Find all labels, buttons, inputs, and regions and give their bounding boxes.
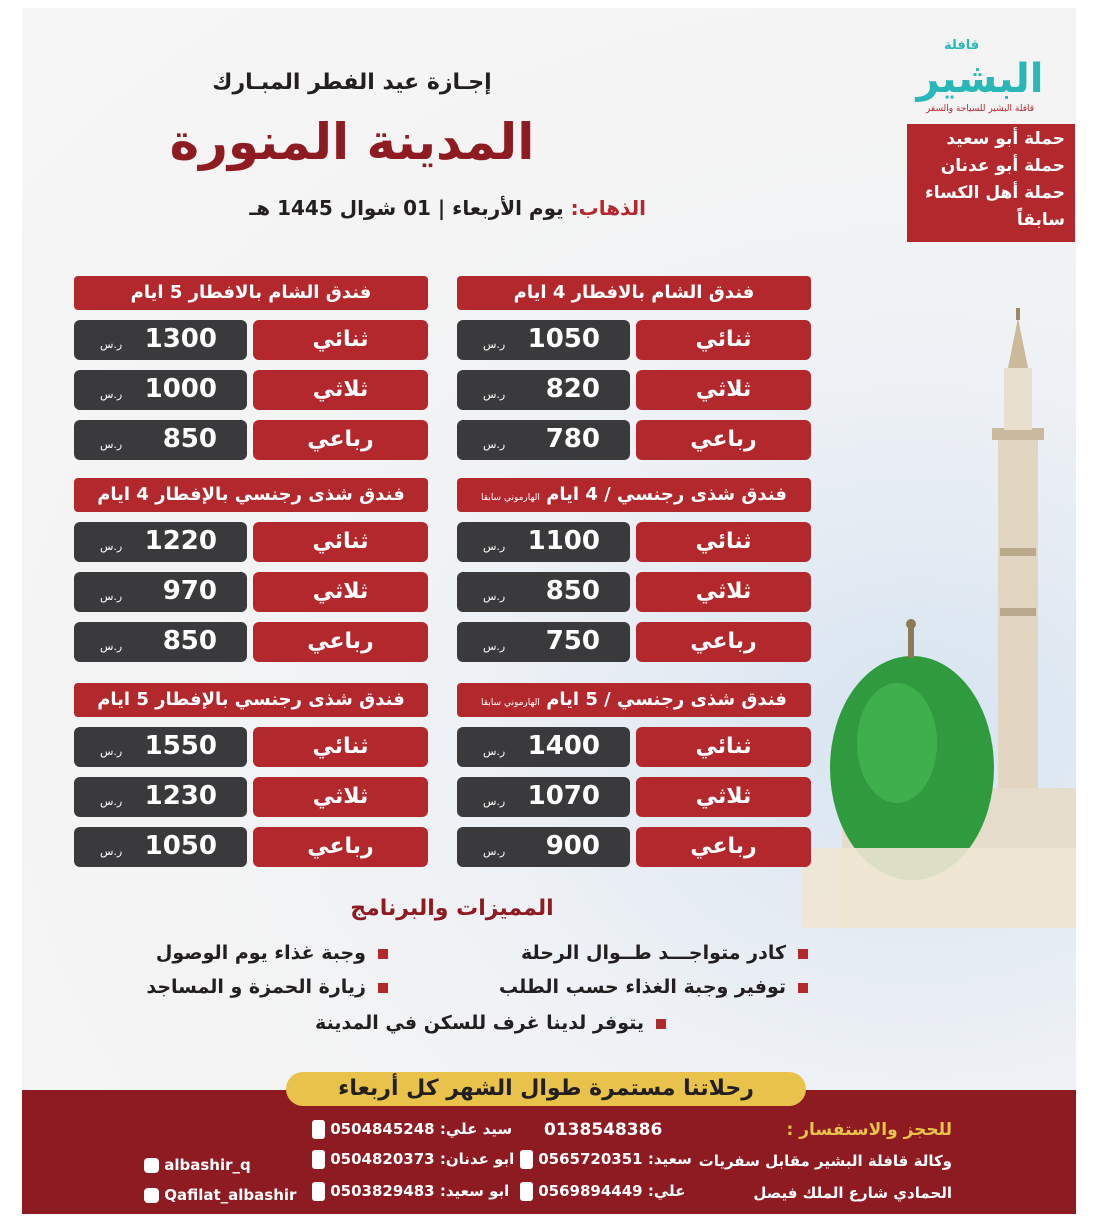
room-type: ثنائي — [636, 522, 811, 562]
price-value: 1230 — [144, 781, 217, 811]
campaign-item: حملة أبو عدنان — [940, 156, 1065, 176]
price-value: 850 — [162, 626, 217, 656]
price-box — [74, 622, 247, 662]
instagram-icon — [144, 1188, 159, 1203]
price-box — [457, 522, 630, 562]
feature-item — [156, 942, 388, 964]
hotel-card — [74, 276, 428, 460]
phone-icon — [520, 1182, 533, 1201]
hotel-title-text: فندق الشام بالافطار 4 ايام — [513, 282, 755, 303]
currency-label: ر.س — [483, 540, 506, 553]
contact-name: سيد علي: — [439, 1120, 513, 1138]
hotel-card — [74, 478, 428, 662]
room-type: ثلاثي — [636, 572, 811, 612]
price-box — [74, 572, 247, 612]
currency-label: ر.س — [483, 795, 506, 808]
price-value: 850 — [545, 576, 600, 606]
hotel-note: الهارموني سابقا — [481, 493, 540, 503]
price-box — [457, 572, 630, 612]
hotel-note: الهارموني سابقا — [481, 698, 540, 708]
room-type: رباعي — [253, 420, 428, 460]
logo-name: البشير — [916, 56, 1044, 102]
price-row — [457, 777, 811, 817]
poster — [22, 8, 1076, 1214]
hotel-title-text: فندق شذى رجنسي بالإفطار 5 ايام — [97, 689, 405, 710]
contact-entry[interactable] — [520, 1150, 692, 1169]
room-type: ثلاثي — [253, 572, 428, 612]
price-box — [74, 370, 247, 410]
room-type: رباعي — [253, 622, 428, 662]
bullet-icon — [798, 949, 808, 959]
hotel-title — [457, 683, 811, 717]
price-box — [457, 777, 630, 817]
price-value: 1220 — [144, 526, 217, 556]
contact-phone: 0503829483 — [330, 1182, 435, 1200]
room-type: ثنائي — [636, 320, 811, 360]
contact-phone: 0504820373 — [330, 1150, 435, 1168]
price-box — [74, 777, 247, 817]
price-value: 1070 — [527, 781, 600, 811]
campaign-item: سابقاً — [1016, 210, 1065, 230]
currency-label: ر.س — [483, 338, 506, 351]
contact-name: علي: — [647, 1182, 686, 1200]
hotel-card — [74, 683, 428, 867]
price-row — [457, 522, 811, 562]
feature-text: توفير وجبة الغذاء حسب الطلب — [498, 976, 786, 998]
hotel-title — [74, 683, 428, 717]
feature-text: يتوفر لدينا غرف للسكن في المدينة — [315, 1012, 644, 1034]
price-value: 970 — [162, 576, 217, 606]
room-type: ثنائي — [636, 727, 811, 767]
currency-label: ر.س — [483, 388, 506, 401]
hotel-title — [457, 276, 811, 310]
price-row — [457, 320, 811, 360]
campaign-item: حملة أبو سعيد — [946, 129, 1065, 149]
currency-label: ر.س — [483, 590, 506, 603]
bullet-icon — [378, 949, 388, 959]
address-line: الحمادي شارع الملك فيصل — [753, 1184, 952, 1202]
price-box — [74, 522, 247, 562]
price-box — [74, 827, 247, 867]
hotel-title-text: فندق شذى رجنسي بالإفطار 4 ايام — [97, 484, 405, 505]
feature-item — [146, 976, 388, 998]
hotel-card — [457, 276, 811, 460]
room-type: ثنائي — [253, 727, 428, 767]
feature-item — [521, 942, 808, 964]
room-type: ثلاثي — [636, 370, 811, 410]
price-value: 850 — [162, 424, 217, 454]
currency-label: ر.س — [100, 590, 123, 603]
price-box — [457, 622, 630, 662]
feature-item — [315, 1012, 666, 1034]
currency-label: ر.س — [100, 640, 123, 653]
currency-label: ر.س — [100, 540, 123, 553]
room-type: ثنائي — [253, 320, 428, 360]
price-row — [74, 777, 428, 817]
price-row — [457, 572, 811, 612]
features-title: المميزات والبرنامج — [350, 896, 554, 921]
price-row — [457, 420, 811, 460]
price-box — [74, 320, 247, 360]
hotel-title-text: فندق الشام بالافطار 5 ايام — [130, 282, 372, 303]
departure-line — [249, 196, 646, 220]
address-line: وكالة قافلة البشير مقابل سفريات — [698, 1152, 952, 1170]
price-value: 820 — [545, 374, 600, 404]
feature-text: وجبة غذاء يوم الوصول — [155, 942, 366, 964]
price-row — [74, 320, 428, 360]
price-row — [74, 522, 428, 562]
contact-entry[interactable] — [312, 1150, 514, 1169]
price-box — [457, 320, 630, 360]
snapchat-icon — [144, 1158, 159, 1173]
phone-icon — [312, 1182, 325, 1201]
room-type: ثلاثي — [253, 370, 428, 410]
room-type: ثلاثي — [253, 777, 428, 817]
currency-label: ر.س — [483, 745, 506, 758]
currency-label: ر.س — [483, 640, 506, 653]
departure-label: الذهاب: — [570, 196, 646, 220]
campaign-item: حملة أهل الكساء — [925, 183, 1065, 203]
currency-label: ر.س — [483, 438, 506, 451]
price-row — [457, 370, 811, 410]
price-value: 1300 — [144, 324, 217, 354]
feature-item — [499, 976, 808, 998]
bullet-icon — [656, 1019, 666, 1029]
price-row — [457, 727, 811, 767]
hotel-card — [457, 478, 811, 662]
booking-label: للحجز والاستفسار : — [786, 1120, 952, 1140]
price-value: 1000 — [144, 374, 217, 404]
instagram-link[interactable] — [144, 1186, 296, 1204]
departure-value: يوم الأربعاء | 01 شوال 1445 هـ — [249, 196, 564, 220]
price-value: 1550 — [144, 731, 217, 761]
feature-text: زيارة الحمزة و المساجد — [146, 976, 366, 998]
landline-number[interactable]: 0138548386 — [544, 1120, 663, 1140]
weekly-trips-banner: رحلاتنا مستمرة طوال الشهر كل أربعاء — [286, 1072, 806, 1106]
currency-label: ر.س — [100, 745, 123, 758]
price-row — [74, 572, 428, 612]
price-value: 1050 — [527, 324, 600, 354]
price-value: 900 — [545, 831, 600, 861]
contact-entry[interactable] — [520, 1182, 685, 1201]
contact-name: ابو عدنان: — [439, 1150, 515, 1168]
price-row — [457, 827, 811, 867]
price-box — [457, 827, 630, 867]
currency-label: ر.س — [100, 845, 123, 858]
room-type: رباعي — [253, 827, 428, 867]
price-row — [74, 420, 428, 460]
hotel-card — [457, 683, 811, 867]
phone-icon — [312, 1150, 325, 1169]
footer — [22, 1090, 1076, 1214]
room-type: رباعي — [636, 622, 811, 662]
currency-label: ر.س — [100, 388, 123, 401]
price-value: 1050 — [144, 831, 217, 861]
phone-icon — [312, 1120, 325, 1139]
price-box — [74, 420, 247, 460]
hotel-title-text: فندق شذى رجنسي / 4 ايام — [546, 484, 787, 505]
event-subtitle: إجـازة عيد الفطر المبـارك — [212, 70, 492, 95]
currency-label: ر.س — [100, 438, 123, 451]
price-value: 750 — [545, 626, 600, 656]
instagram-handle: Qafilat_albashir — [164, 1186, 297, 1204]
price-value: 780 — [545, 424, 600, 454]
bullet-icon — [798, 983, 808, 993]
bullet-icon — [378, 983, 388, 993]
price-row — [457, 622, 811, 662]
snapchat-link[interactable] — [144, 1156, 251, 1174]
price-box — [457, 370, 630, 410]
phone-icon — [520, 1150, 533, 1169]
logo-small-text: قافلة — [944, 38, 980, 53]
mosque-illustration — [802, 248, 1076, 928]
price-box — [74, 727, 247, 767]
price-row — [74, 622, 428, 662]
price-row — [74, 827, 428, 867]
feature-text: كادر متواجـــد طــوال الرحلة — [520, 942, 786, 964]
price-row — [74, 370, 428, 410]
brand-logo — [910, 26, 1070, 126]
room-type: ثلاثي — [636, 777, 811, 817]
hotel-title-text: فندق شذى رجنسي / 5 ايام — [546, 689, 787, 710]
hotel-title — [457, 478, 811, 512]
price-value: 1400 — [527, 731, 600, 761]
contact-phone: 0569894449 — [538, 1182, 643, 1200]
contact-name: سعيد: — [647, 1150, 692, 1168]
contact-phone: 0565720351 — [538, 1150, 643, 1168]
hotel-title — [74, 478, 428, 512]
price-value: 1100 — [527, 526, 600, 556]
contact-name: ابو سعيد: — [439, 1182, 510, 1200]
room-type: رباعي — [636, 420, 811, 460]
room-type: رباعي — [636, 827, 811, 867]
contact-entry[interactable] — [312, 1120, 512, 1139]
room-type: ثنائي — [253, 522, 428, 562]
price-box — [457, 420, 630, 460]
contact-phone: 0504845248 — [330, 1120, 435, 1138]
currency-label: ر.س — [100, 338, 123, 351]
page-title: المدينة المنورة — [169, 113, 535, 171]
price-box — [457, 727, 630, 767]
currency-label: ر.س — [483, 845, 506, 858]
campaign-list — [907, 124, 1075, 242]
contact-entry[interactable] — [312, 1182, 509, 1201]
snapchat-handle: albashir_q — [164, 1156, 251, 1174]
price-row — [74, 727, 428, 767]
hotel-title — [74, 276, 428, 310]
currency-label: ر.س — [100, 795, 123, 808]
logo-tagline: قافلة البشير للسياحة والسفر — [925, 104, 1035, 114]
